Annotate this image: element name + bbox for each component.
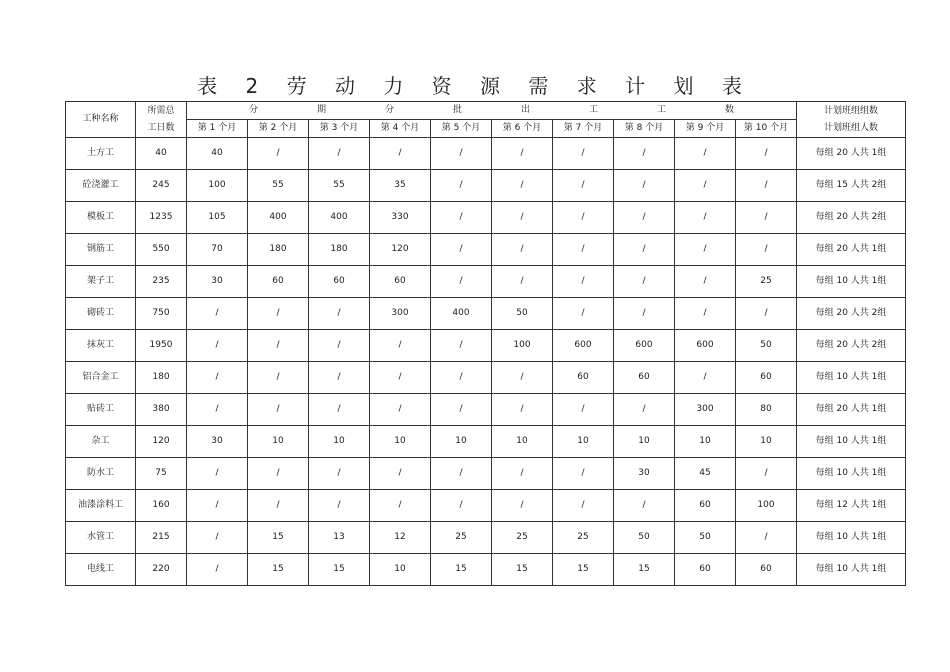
cell-month: / [675,298,736,330]
cell-team: 每组 20 人共 2组 [797,202,906,234]
cell-team: 每组 10 人共 1组 [797,458,906,490]
cell-month: / [736,234,797,266]
cell-month: 12 [370,522,431,554]
cell-month: 300 [370,298,431,330]
cell-month: / [370,362,431,394]
table-row [66,426,906,458]
cell-month: 600 [675,330,736,362]
cell-month: 400 [431,298,492,330]
cell-total: 180 [136,362,187,394]
cell-month: / [370,138,431,170]
cell-month: 50 [492,298,553,330]
header-month: 第 9 个月 [675,120,736,138]
cell-month: / [614,170,675,202]
cell-team: 每组 20 人共 2组 [797,298,906,330]
cell-month: 60 [553,362,614,394]
header-month: 第 1 个月 [187,120,248,138]
cell-month: / [309,394,370,426]
cell-month: 180 [248,234,309,266]
header-team: 计划班组组数 计划班组人数 [797,102,906,138]
cell-team: 每组 10 人共 1组 [797,426,906,458]
cell-month: / [675,170,736,202]
table-row [66,362,906,394]
cell-total: 235 [136,266,187,298]
cell-total: 1235 [136,202,187,234]
cell-month: / [248,394,309,426]
cell-month: / [187,490,248,522]
cell-month: / [614,266,675,298]
cell-team: 每组 10 人共 1组 [797,362,906,394]
cell-total: 75 [136,458,187,490]
table-row [66,202,906,234]
cell-month: / [187,394,248,426]
cell-month: / [370,330,431,362]
cell-total: 550 [136,234,187,266]
cell-month: / [553,234,614,266]
cell-month: / [614,490,675,522]
cell-month: / [248,490,309,522]
cell-month: 50 [736,330,797,362]
cell-trade: 砼浇灌工 [66,170,136,202]
cell-month: / [614,138,675,170]
cell-month: / [248,138,309,170]
header-trade: 工种名称 [66,102,136,138]
cell-month: / [492,362,553,394]
cell-total: 220 [136,554,187,586]
cell-month: / [492,202,553,234]
cell-month: / [492,266,553,298]
cell-month: / [736,202,797,234]
cell-month: / [492,170,553,202]
table-row [66,554,906,586]
cell-month: 25 [431,522,492,554]
cell-month: 60 [675,490,736,522]
cell-trade: 模板工 [66,202,136,234]
cell-team: 每组 20 人共 1组 [797,138,906,170]
cell-month: / [736,298,797,330]
cell-month: 35 [370,170,431,202]
cell-month: 10 [675,426,736,458]
cell-month: 15 [614,554,675,586]
cell-month: / [614,202,675,234]
cell-month: / [431,458,492,490]
cell-month: / [614,298,675,330]
cell-month: / [187,554,248,586]
cell-month: 15 [309,554,370,586]
cell-month: / [553,458,614,490]
cell-month: / [431,234,492,266]
cell-month: 30 [614,458,675,490]
cell-total: 160 [136,490,187,522]
cell-month: 15 [248,554,309,586]
cell-month: / [431,330,492,362]
cell-trade: 抹灰工 [66,330,136,362]
cell-month: / [492,490,553,522]
table-row [66,298,906,330]
cell-month: 55 [248,170,309,202]
cell-month: 10 [736,426,797,458]
cell-month: / [675,266,736,298]
cell-month: / [553,298,614,330]
cell-month: / [614,234,675,266]
cell-month: 60 [736,554,797,586]
cell-month: 70 [187,234,248,266]
cell-month: 40 [187,138,248,170]
table-row [66,522,906,554]
cell-total: 215 [136,522,187,554]
cell-team: 每组 15 人共 2组 [797,170,906,202]
cell-month: 400 [248,202,309,234]
cell-month: / [736,170,797,202]
cell-month: / [309,458,370,490]
cell-trade: 防水工 [66,458,136,490]
cell-month: 100 [492,330,553,362]
cell-month: 60 [614,362,675,394]
cell-trade: 砌砖工 [66,298,136,330]
cell-month: 60 [370,266,431,298]
cell-month: 60 [309,266,370,298]
cell-month: / [553,266,614,298]
cell-month: 50 [614,522,675,554]
header-phases: 分 期 分 批 出 工 工 数 [187,102,797,120]
page-title: 表 2 劳 动 力 资 源 需 求 计 划 表 [197,74,753,98]
header-month: 第 4 个月 [370,120,431,138]
header-month: 第 5 个月 [431,120,492,138]
cell-month: / [675,138,736,170]
cell-trade: 钢筋工 [66,234,136,266]
table-row [66,330,906,362]
table-row [66,490,906,522]
cell-month: 30 [187,426,248,458]
cell-trade: 铝合金工 [66,362,136,394]
cell-month: 400 [309,202,370,234]
header-month: 第 2 个月 [248,120,309,138]
cell-month: 60 [248,266,309,298]
cell-month: / [370,458,431,490]
cell-month: 300 [675,394,736,426]
cell-trade: 电线工 [66,554,136,586]
cell-month: / [309,490,370,522]
cell-month: / [431,266,492,298]
header-total-days: 所需总 工日数 [136,102,187,138]
labor-plan-table [65,101,906,586]
cell-month: / [492,458,553,490]
cell-team: 每组 12 人共 1组 [797,490,906,522]
cell-team: 每组 10 人共 1组 [797,554,906,586]
cell-month: / [431,362,492,394]
cell-month: 180 [309,234,370,266]
table-row [66,170,906,202]
cell-month: / [675,362,736,394]
cell-month: 50 [675,522,736,554]
cell-month: / [553,138,614,170]
cell-month: / [370,490,431,522]
cell-month: 10 [370,426,431,458]
header-month: 第 7 个月 [553,120,614,138]
cell-month: / [736,138,797,170]
cell-trade: 架子工 [66,266,136,298]
cell-team: 每组 20 人共 2组 [797,330,906,362]
table-row [66,458,906,490]
cell-month: 10 [309,426,370,458]
cell-month: / [492,394,553,426]
cell-team: 每组 20 人共 1组 [797,234,906,266]
cell-month: / [553,170,614,202]
header-month: 第 8 个月 [614,120,675,138]
cell-month: / [248,330,309,362]
cell-trade: 水管工 [66,522,136,554]
cell-month: / [553,202,614,234]
cell-month: 105 [187,202,248,234]
cell-month: / [736,522,797,554]
cell-month: / [248,458,309,490]
cell-month: 60 [675,554,736,586]
cell-month: 10 [614,426,675,458]
cell-total: 750 [136,298,187,330]
cell-total: 120 [136,426,187,458]
cell-month: / [431,138,492,170]
cell-month: 330 [370,202,431,234]
cell-month: / [370,394,431,426]
cell-month: / [431,394,492,426]
cell-month: 55 [309,170,370,202]
table-row [66,266,906,298]
cell-total: 40 [136,138,187,170]
cell-month: / [431,490,492,522]
cell-month: / [309,362,370,394]
cell-team: 每组 10 人共 1组 [797,266,906,298]
cell-month: / [431,202,492,234]
cell-month: / [614,394,675,426]
cell-month: / [553,490,614,522]
header-month: 第 3 个月 [309,120,370,138]
cell-month: / [309,138,370,170]
cell-team: 每组 10 人共 1组 [797,522,906,554]
cell-trade: 土方工 [66,138,136,170]
cell-month: / [675,234,736,266]
cell-month: / [187,330,248,362]
cell-month: 100 [187,170,248,202]
cell-month: 10 [553,426,614,458]
cell-month: / [187,522,248,554]
cell-month: / [187,362,248,394]
cell-month: 10 [492,426,553,458]
cell-month: 15 [431,554,492,586]
cell-trade: 贴砖工 [66,394,136,426]
cell-team: 每组 20 人共 1组 [797,394,906,426]
cell-month: 13 [309,522,370,554]
cell-month: / [187,458,248,490]
cell-month: / [309,330,370,362]
cell-month: 10 [370,554,431,586]
cell-month: 120 [370,234,431,266]
cell-month: / [736,458,797,490]
cell-month: / [675,202,736,234]
table-row [66,394,906,426]
cell-total: 245 [136,170,187,202]
cell-month: 600 [553,330,614,362]
cell-trade: 油漆涂料工 [66,490,136,522]
cell-month: 100 [736,490,797,522]
table-row [66,234,906,266]
cell-month: / [492,138,553,170]
cell-month: 25 [492,522,553,554]
cell-month: 15 [492,554,553,586]
cell-month: 30 [187,266,248,298]
cell-month: 15 [248,522,309,554]
cell-month: / [248,362,309,394]
cell-month: / [553,394,614,426]
cell-total: 380 [136,394,187,426]
table-row [66,138,906,170]
cell-month: 80 [736,394,797,426]
cell-month: / [492,234,553,266]
cell-month: / [309,298,370,330]
cell-month: 25 [736,266,797,298]
cell-month: 10 [248,426,309,458]
cell-month: 600 [614,330,675,362]
cell-trade: 杂工 [66,426,136,458]
cell-month: 45 [675,458,736,490]
cell-total: 1950 [136,330,187,362]
header-month: 第 6 个月 [492,120,553,138]
cell-month: 10 [431,426,492,458]
cell-month: / [187,298,248,330]
cell-month: / [248,298,309,330]
cell-month: / [431,170,492,202]
cell-month: 15 [553,554,614,586]
cell-month: 25 [553,522,614,554]
header-month: 第 10 个月 [736,120,797,138]
cell-month: 60 [736,362,797,394]
